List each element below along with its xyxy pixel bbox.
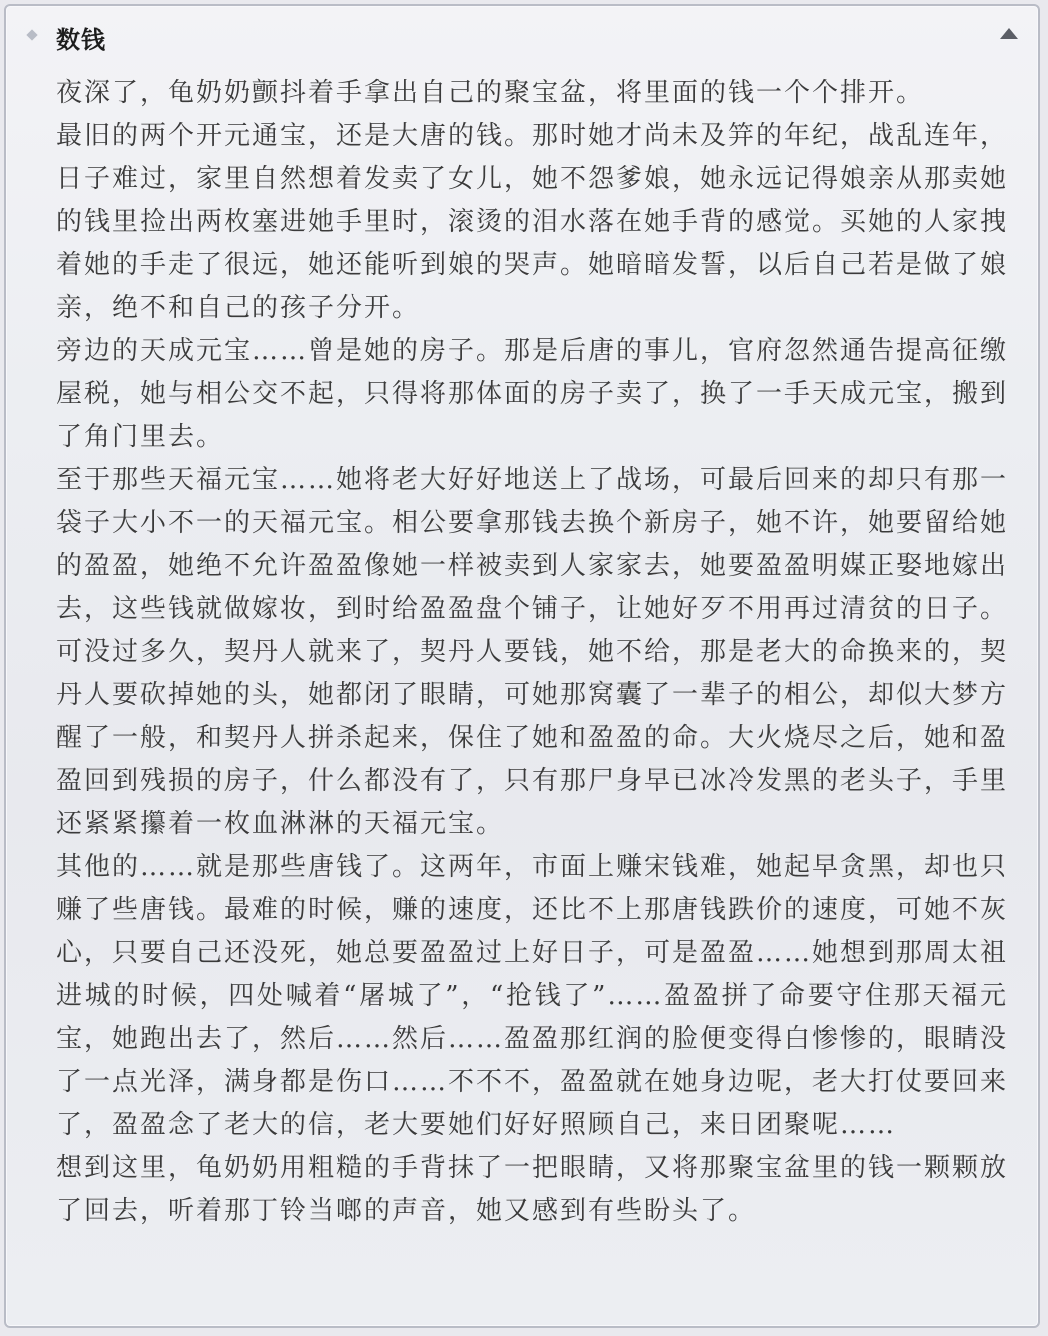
triangle-up-icon[interactable] <box>1000 28 1018 39</box>
story-panel <box>4 4 1040 1328</box>
panel-header[interactable] <box>6 6 1038 68</box>
paragraph: 最旧的两个开元通宝，还是大唐的钱。那时她才尚未及笄的年纪，战乱连年，日子难过，家里自然想着发卖了女儿，她不怨爹娘，她永远记得娘亲从那卖她的钱里捡出两枚塞进她手里时，滚烫的泪水落在她手背的感觉。买她的人家拽着她的手走了很远，她还能听到娘的哭声。她暗暗发誓，以后自己若是做了娘亲，绝不和自己的孩子分开。 <box>56 121 1009 323</box>
panel-title: 数钱 <box>56 26 106 54</box>
diamond-bullet-icon <box>26 29 37 40</box>
story-content <box>56 72 1008 1233</box>
paragraph: 其他的……就是那些唐钱了。这两年，市面上赚宋钱难，她起早贪黑，却也只赚了些唐钱。最难的时候，赚的速度，还比不上那唐钱跌价的速度，可她不灰心，只要自己还没死，她总要盈盈过上好日子，可是盈盈……她想到那周太祖进城的时候，四处喊着“屠城了”，“抢钱了”……盈盈拼了命要守住那天福元宝，她跑出去了，然后……然后……盈盈那红润的脸便变得白惨惨的，眼睛没了一点光泽，满身都是伤口……不不不，盈盈就在她身边呢，老大打仗要回来了，盈盈念了老大的信，老大要她们好好照顾自己，来日团聚呢…… <box>56 852 1009 1140</box>
paragraph: 夜深了，龟奶奶颤抖着手拿出自己的聚宝盆，将里面的钱一个个排开。 <box>56 78 925 108</box>
paragraph: 至于那些天福元宝……她将老大好好地送上了战场，可最后回来的却只有那一袋子大小不一的天福元宝。相公要拿那钱去换个新房子，她不许，她要留给她的盈盈，她绝不允许盈盈像她一样被卖到人家家去，她要盈盈明媒正娶地嫁出去，这些钱就做嫁妆，到时给盈盈盘个铺子，让她好歹不用再过清贫的日子。可没过多久，契丹人就来了，契丹人要钱，她不给，那是老大的命换来的，契丹人要砍掉她的头，她都闭了眼睛，可她那窝囊了一辈子的相公，却似大梦方醒了一般，和契丹人拼杀起来，保住了她和盈盈的命。大火烧尽之后，她和盈盈回到残损的房子，什么都没有了，只有那尸身早已冰冷发黑的老头子，手里还紧紧攥着一枚血淋淋的天福元宝。 <box>56 465 1009 839</box>
paragraph: 旁边的天成元宝……曾是她的房子。那是后唐的事儿，官府忽然通告提高征缴屋税，她与相公交不起，只得将那体面的房子卖了，换了一手天成元宝，搬到了角门里去。 <box>56 336 1009 452</box>
paragraph: 想到这里，龟奶奶用粗糙的手背抹了一把眼睛，又将那聚宝盆里的钱一颗颗放了回去，听着那丁铃当啷的声音，她又感到有些盼头了。 <box>56 1153 1009 1226</box>
